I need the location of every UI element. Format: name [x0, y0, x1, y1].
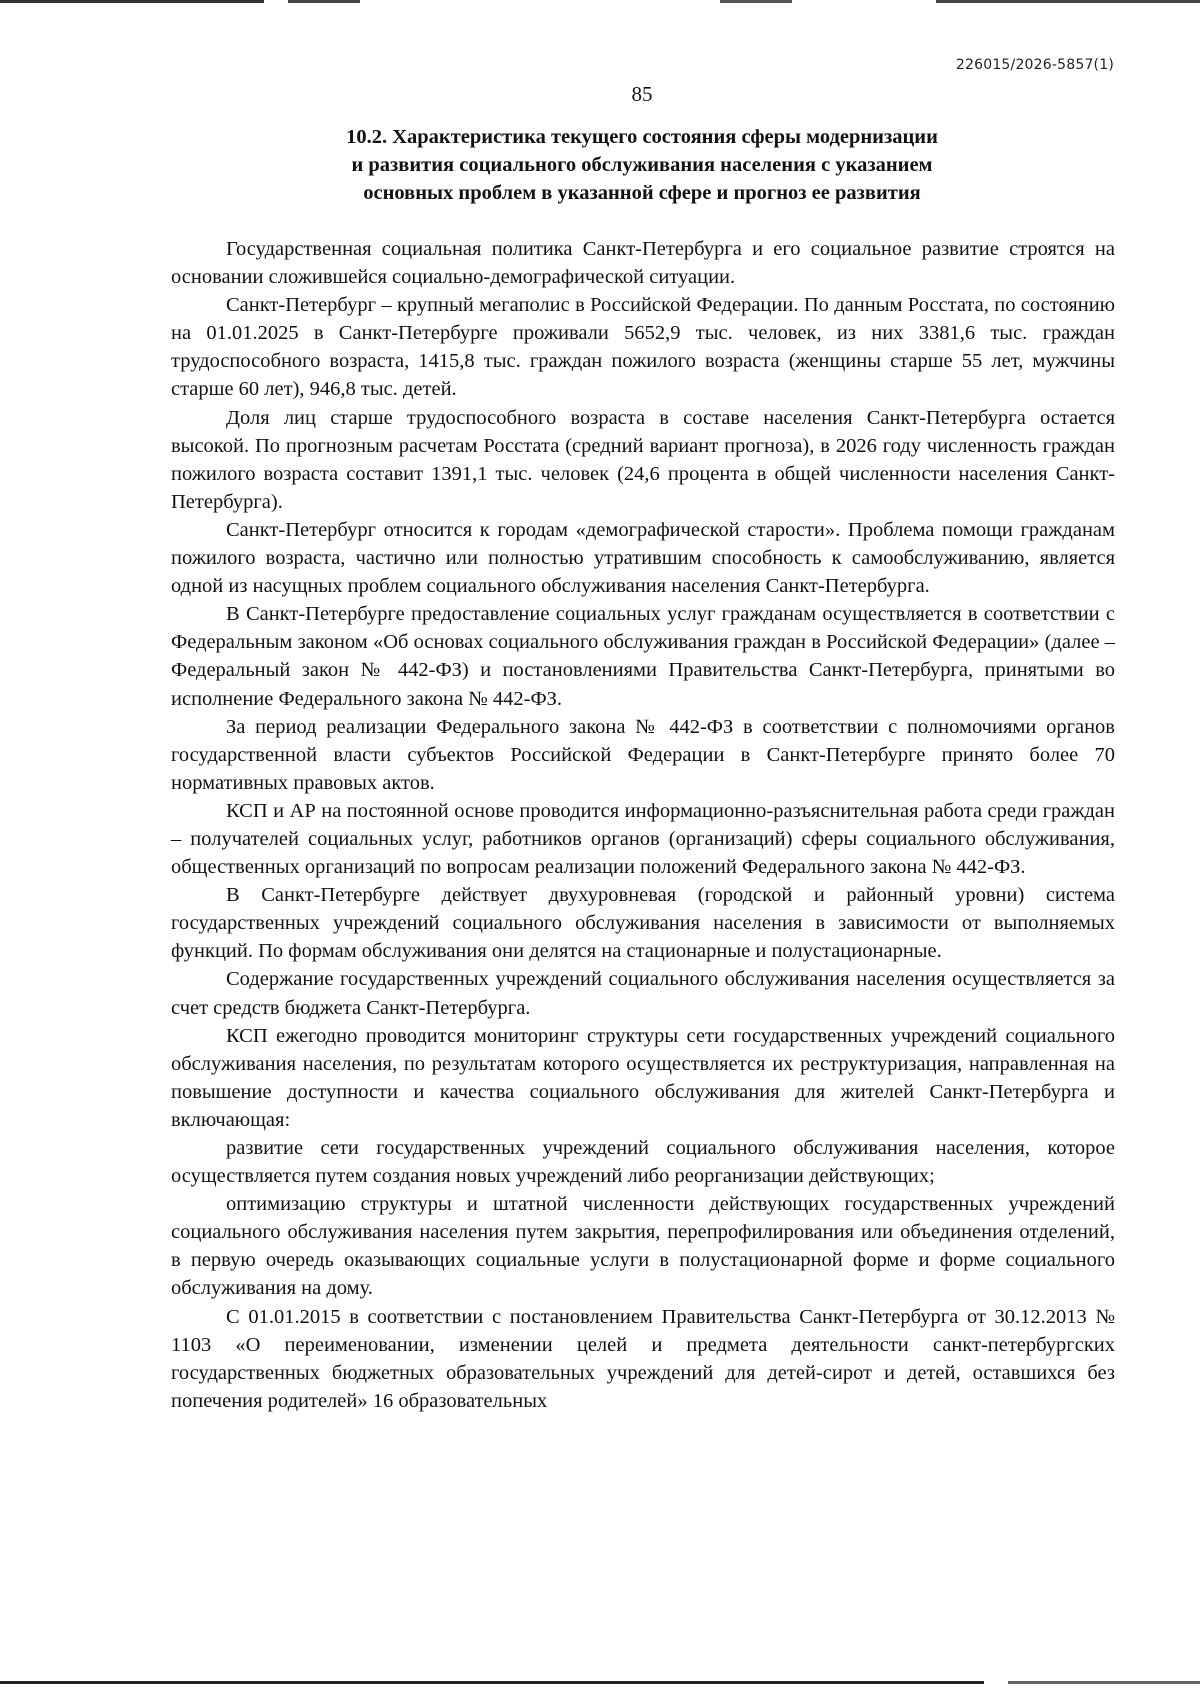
paragraph: За период реализации Федерального закона № 442-ФЗ в соответствии с полномочиями органов государственной власти субъектов Российской Федерации в Санкт-Петербурге принято более 70 нормативных правовых актов.: [171, 715, 1115, 794]
list-paragraph: оптимизацию структуры и штатной численности действующих государственных учреждений социального обслуживания населения путем закрытия, перепрофилирования или объединения отделений, в первую очередь оказывающих социальные услуги в полустационарной форме и форме социального обслуживания на дому.: [171, 1193, 1115, 1300]
scan-edge-bottom: [0, 1681, 1200, 1684]
paragraph: Санкт-Петербург относится к городам «демографической старости». Проблема помощи гражданам пожилого возраста, частично или полностью утратившим способность к самообслуживанию, является одной из насущных проблем социального обслуживания населения Санкт-Петербурга.: [171, 518, 1115, 598]
document-id: 226015/2026-5857(1): [955, 57, 1114, 73]
paragraph: Санкт-Петербург – крупный мегаполис в Российской Федерации. По данным Росстата, по состоянию на 01.01.2025 в Санкт-Петербурге проживали 5652,9 тыс. человек, из них 3381,6 тыс. граждан трудоспособного возраста, 1415,8 тыс. граждан пожилого возраста (женщины старше 55 лет, мужчины старше 60 лет), 946,8 тыс. детей.: [171, 294, 1115, 401]
paragraph: КСП ежегодно проводится мониторинг структуры сети государственных учреждений социального обслуживания населения, по результатам которого осуществляется их реструктуризация, направленная на повышение доступности и качества социального обслуживания для жителей Санкт-Петербурга и включающая:: [171, 1024, 1115, 1131]
paragraph: В Санкт-Петербурге действует двухуровневая (городской и районный уровни) система государственных учреждений социального обслуживания населения в зависимости от выполняемых функций. По формам обслуживания они делятся на стационарные и полустационарные.: [171, 884, 1115, 963]
paragraph: В Санкт-Петербурге предоставление социальных услуг гражданам осуществляется в соответствии с Федеральным законом «Об основах социального обслуживания граждан в Российской Федерации» (далее – Федеральный закон № 442-ФЗ) и постановлениями Правительства Санкт-Петербурга, принятыми во исполнение Федерального закона № 442-ФЗ.: [171, 603, 1115, 710]
scan-edge-top: [0, 0, 1200, 3]
page-number: 85: [631, 82, 653, 106]
heading-line: и развития социального обслуживания населения с указанием: [351, 154, 933, 176]
heading-line: основных проблем в указанной сфере и прогноз ее развития: [363, 182, 921, 204]
paragraph: Доля лиц старше трудоспособного возраста в составе населения Санкт-Петербурга остается высокой. По прогнозным расчетам Росстата (средний вариант прогноза), в 2026 году численность граждан пожилого возраста составит 1391,1 тыс. человек (24,6 процента в общей численности населения Санкт-Петербурга).: [171, 406, 1115, 513]
heading-line: 10.2. Характеристика текущего состояния сферы модернизации: [346, 126, 938, 148]
paragraph: Содержание государственных учреждений социального обслуживания населения осуществляется за счет средств бюджета Санкт-Петербурга.: [171, 968, 1115, 1019]
paragraph: С 01.01.2015 в соответствии с постановлением Правительства Санкт-Петербурга от 30.12.2013 № 1103 «О переименовании, изменении целей и предмета деятельности санкт-петербургских государственных бюджетных образовательных учреждений для детей-сирот и детей, оставшихся без попечения родителей» 16 образовательных: [171, 1305, 1115, 1412]
section-heading: [220, 123, 1064, 207]
list-paragraph: развитие сети государственных учреждений социального обслуживания населения, которое осуществляется путем создания новых учреждений либо реорганизации действующих;: [171, 1137, 1115, 1188]
paragraph: Государственная социальная политика Санкт-Петербурга и его социальное развитие строятся на основании сложившейся социально-демографической ситуации.: [171, 238, 1115, 289]
paragraph: КСП и АР на постоянной основе проводится информационно-разъяснительная работа среди граждан – получателей социальных услуг, работников органов (организаций) сферы социального обслуживания, общественных организаций по вопросам реализации положений Федерального закона № 442-ФЗ.: [171, 799, 1115, 879]
document-body: [171, 235, 1115, 1415]
